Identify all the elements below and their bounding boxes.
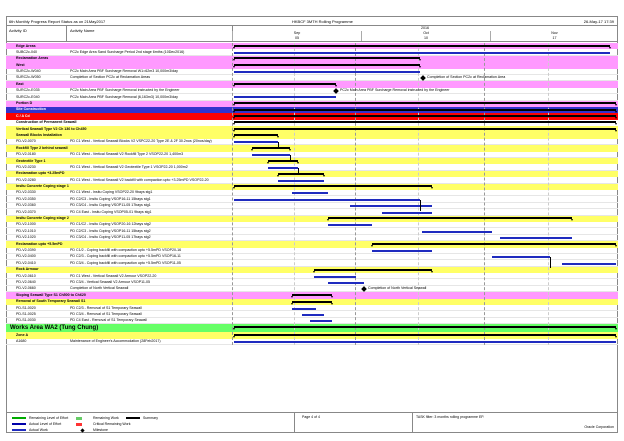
- legend-label: Actual Level of Effort: [29, 422, 62, 426]
- activity-bar[interactable]: [310, 320, 332, 322]
- summary-bar[interactable]: [372, 243, 616, 245]
- wbs-band-label: Site Construction: [16, 107, 46, 112]
- wbs-band-label: Sloping Seawall Type S1 Ch500 to Ch620: [16, 292, 86, 297]
- wbs-band-label: C / A Cd: [16, 113, 30, 118]
- gantt-chart: [232, 43, 618, 345]
- report-title: 6th Monthly Progress Report Status as on 21May2017: [9, 18, 106, 24]
- dependency-link: [298, 168, 299, 174]
- activity-id: PD-V2-0610: [16, 273, 36, 278]
- activity-id: PD-V2-0070: [16, 139, 36, 144]
- wbs-band-label: Seawall Blocks Installation: [16, 132, 62, 137]
- activity-id: PD-S1-0020: [16, 305, 36, 310]
- wbs-band-label: West: [16, 62, 25, 67]
- activity-name: PD C1/2 - Coping backfill with compaction upto +5.5mPD VSOP20-16: [70, 248, 182, 252]
- activity-bar[interactable]: [328, 224, 372, 226]
- month-header-nov: Nov: [490, 31, 618, 36]
- wbs-band-label: Edge Areas: [16, 43, 36, 48]
- wbs-band-label: Construction of Permanent Seawall: [16, 120, 77, 125]
- summary-bar[interactable]: [234, 128, 616, 130]
- activity-bar[interactable]: [328, 282, 364, 284]
- loe-line-icon: [12, 417, 26, 419]
- summary-bar[interactable]: [292, 294, 332, 296]
- actual-bar-icon: [12, 429, 26, 431]
- legend-label: Actual Work: [29, 428, 48, 432]
- activity-name: PD C2/3 - Removal of S1 Temporary Seawall: [70, 305, 142, 310]
- summary-bar[interactable]: [234, 121, 616, 123]
- activity-id: PD-V2-0360: [16, 203, 36, 208]
- activity-id: PD-V2-0330: [16, 190, 36, 195]
- wbs-band-label: Geotextile Type 1: [16, 158, 46, 163]
- summary-bar[interactable]: [234, 57, 420, 59]
- activity-name: PD C3/4 - Coping backfill with compaction upto +5.5mPD VSOP11-05: [70, 260, 181, 265]
- activity-id: PD-V2-0280: [16, 177, 36, 182]
- activity-bar[interactable]: [292, 308, 316, 310]
- legend-footer: [6, 412, 618, 433]
- activity-id: SURC2c-E040: [16, 94, 40, 99]
- activity-id: SURC2c-W040: [16, 69, 41, 74]
- activity-bar[interactable]: [562, 263, 616, 265]
- week-header: 10: [361, 36, 490, 41]
- activity-id: SURC2c-E035: [16, 88, 40, 93]
- activity-bar[interactable]: [314, 276, 356, 278]
- summary-bar[interactable]: [252, 147, 290, 149]
- summary-bar[interactable]: [234, 64, 420, 66]
- activity-name: PD C2/3 - Coping backfill with compaction upto +5.5mPD VSOP16-11: [70, 254, 181, 259]
- remaining-swatch-icon: [76, 417, 82, 420]
- legend-label: Critical Remaining Work: [93, 422, 131, 426]
- activity-id: PD-V2-1020: [16, 235, 36, 240]
- activity-name: PD C1 West - Vertical Seawall Blocks V2 VSPC22-20 Type 2E & 2F 30.2nos (20nos/day): [70, 139, 212, 144]
- wbs-band-label: Works Area WA2 (Tung Chung): [10, 324, 99, 331]
- activity-id: PD-V2-0230: [16, 164, 36, 169]
- activity-bar[interactable]: [302, 314, 324, 316]
- wbs-band-label: Insitu Concrete Coping stage 1: [16, 184, 69, 189]
- wbs-band-label: Reclamation Areas: [16, 56, 49, 61]
- dependency-link: [420, 200, 421, 211]
- milestone-diamond-icon: [80, 428, 84, 432]
- summary-bar[interactable]: [234, 185, 432, 187]
- legend-label: Summary: [143, 416, 158, 420]
- activity-name: Completion of North Vertical Seawall: [70, 286, 129, 291]
- summary-bar[interactable]: [292, 301, 332, 303]
- activity-bar[interactable]: [500, 237, 572, 239]
- legend-label: Remaining Level of Effort: [29, 416, 69, 420]
- activity-id: PD-V2-0350: [16, 196, 36, 201]
- task-filter: TASK filter: 3 months rolling programme EP.: [416, 415, 485, 419]
- month-header-oct: Oct: [361, 31, 490, 36]
- month-gridline: [484, 43, 485, 345]
- summary-bar[interactable]: [234, 115, 616, 117]
- page-number: Page 4 of 4: [302, 415, 320, 419]
- dependency-link: [550, 257, 551, 268]
- wbs-band-label: Portion D: [16, 101, 33, 106]
- activity-bar[interactable]: [252, 154, 290, 156]
- activity-name: PD C1 West - Vertical Seawall V2 Armour VSOP22-20: [70, 273, 157, 278]
- activity-id: PD-V2-0640: [16, 279, 36, 284]
- wbs-band-label: Reclamation upto +3.25mPD: [16, 171, 65, 176]
- summary-bar[interactable]: [234, 45, 610, 47]
- wbs-band-label: Vertical Seawall Type V2 Ch 136 to Ch450: [16, 126, 87, 131]
- activity-name-header[interactable]: Activity Name: [70, 28, 95, 33]
- summary-bar[interactable]: [234, 109, 616, 111]
- activity-name: PD C3/C4 - Insitu Coping VSOP11-05 17bays stg1: [70, 203, 151, 208]
- activity-bar[interactable]: [492, 256, 550, 258]
- activity-id: PD-V2-1010: [16, 228, 36, 233]
- activity-id: PD-V2-0410: [16, 260, 36, 265]
- activity-bar[interactable]: [422, 231, 492, 233]
- activity-name: PD C2/C3 - Insitu Coping VSOP16-11 15bays stg2: [70, 228, 151, 233]
- activity-id: PD-V2-0660: [16, 286, 36, 291]
- activity-id: A1680: [16, 339, 27, 344]
- wbs-band-label: Insitu Concrete Coping stage 2: [16, 216, 69, 221]
- actual-loe-line-icon: [12, 423, 26, 425]
- summary-bar[interactable]: [278, 173, 324, 175]
- wbs-band-label: Reclamation upto +5.5mPD: [16, 241, 63, 246]
- year-header: 2016: [421, 26, 429, 30]
- summary-bar[interactable]: [314, 269, 432, 271]
- summary-bar-icon: [126, 417, 140, 419]
- activity-bar[interactable]: [234, 96, 336, 98]
- summary-bar[interactable]: [234, 102, 616, 104]
- wbs-band-label: Rock Armour: [16, 267, 39, 272]
- activity-bar[interactable]: [234, 199, 420, 201]
- milestone-diamond-icon[interactable]: [361, 287, 367, 293]
- report-header: [6, 16, 618, 26]
- wbs-band-label: East: [16, 81, 24, 86]
- activity-id: PD-V2-0180: [16, 152, 36, 157]
- activity-name: PD C1 West - Vertical Seawall V2 backfill with compaction upto +3.25mPD VSOP22-20: [70, 177, 209, 182]
- activity-id: PD-V2-0370: [16, 209, 36, 214]
- programme-title: HKBCF 3MTH Rolling Programme: [292, 18, 353, 24]
- bar-label: PC2c Main Area PBF Surcharge Removal instructed by the Engineer: [340, 87, 450, 92]
- activity-name: PD C4 East - Insitu Coping VSOP05-01 9bays stg1: [70, 209, 152, 214]
- activity-name: PD C3/4 - Vertical Seawall V2 Armour VSOP11-05: [70, 279, 151, 284]
- activity-id-header[interactable]: Activity ID: [9, 28, 27, 33]
- activity-name: PD C3/4 - Removal of S1 Temporary Seawall: [70, 311, 142, 316]
- activity-bar[interactable]: [234, 52, 610, 54]
- column-header: [6, 26, 618, 42]
- dependency-link: [278, 142, 279, 148]
- week-header: 17: [490, 36, 618, 41]
- activity-id: SUBC2c-040: [16, 49, 37, 54]
- activity-bar[interactable]: [268, 167, 298, 169]
- dependency-link: [290, 155, 291, 161]
- summary-bar[interactable]: [328, 217, 572, 219]
- activity-bar[interactable]: [382, 212, 432, 214]
- activity-name: PD C1 West - Vertical Seawall V2 Rockfill Type 2 VSOP22-20 1,400m3: [70, 152, 184, 157]
- bar-label: Completion of North Vertical Seawall: [368, 286, 427, 291]
- month-header-sep: Sep: [232, 31, 361, 36]
- activity-id: SURC2c-W050: [16, 75, 41, 80]
- summary-bar[interactable]: [234, 83, 336, 85]
- activity-name: PC2c Main Area PBF Surcharge Removal instructed by the Engineer: [70, 88, 180, 93]
- activity-bar[interactable]: [278, 180, 324, 182]
- wbs-band-label: Zone A: [16, 332, 29, 337]
- company-name: Oracle Corporation: [584, 425, 614, 429]
- summary-bar[interactable]: [234, 334, 616, 336]
- report-date: 26-May-17 17:39: [583, 18, 614, 24]
- activity-bar[interactable]: [234, 141, 278, 143]
- activity-id: PD-V2-0400: [16, 254, 36, 259]
- activity-bar[interactable]: [292, 192, 328, 194]
- activity-name: PC2c Main Area PBF Surcharge Removal (6,163m3) 10,000m3/day: [70, 94, 178, 99]
- wbs-band-label: Removal of South Temporary Seawall S1: [16, 299, 86, 304]
- critical-swatch-icon: [76, 423, 82, 426]
- legend-label: Remaining Work: [93, 416, 119, 420]
- summary-bar[interactable]: [268, 160, 298, 162]
- activity-name: PC2c Main Area PBF Surcharge Removal W1=62m3 10,000m3/day: [70, 69, 178, 74]
- activity-name: Maintenance of Engineer's Accommodation (28Feb2017): [70, 339, 161, 344]
- activity-id: PD-V2-1000: [16, 222, 36, 227]
- activity-id: PD-S1-0025: [16, 311, 36, 316]
- activity-bar[interactable]: [372, 250, 432, 252]
- activity-id: PD-S1-0030: [16, 318, 36, 323]
- activity-name: PD C2/C3 - Insitu Coping VSOP16-11 15bays stg1: [70, 196, 151, 201]
- summary-bar[interactable]: [234, 134, 278, 136]
- activity-bar[interactable]: [234, 71, 420, 73]
- bar-label: Completion of Section PC2c at Reclamation Area: [427, 75, 506, 79]
- activity-bar[interactable]: [234, 341, 616, 343]
- activity-name: PD C1 West - Vertical Seawall V2 Geotextile Type 1 VSOP22-20 1,000m2: [70, 164, 188, 169]
- week-header: 05: [232, 36, 361, 41]
- summary-bar[interactable]: [234, 326, 616, 328]
- activity-name: PD C1 West - Insitu Coping VSOP22-20 9bays stg1: [70, 190, 153, 195]
- milestone-diamond-icon[interactable]: [333, 88, 339, 94]
- activity-name: PD C3/C4 - Insitu Coping VSOP11-05 17bays stg2: [70, 235, 151, 240]
- month-gridline: [232, 43, 233, 345]
- legend-label: Milestone: [93, 428, 108, 432]
- activity-name: PD C4 East - Removal of S1 Temporary Seawall: [70, 318, 148, 323]
- milestone-diamond-icon[interactable]: [420, 75, 426, 81]
- week-gridline: [548, 43, 549, 345]
- activity-name: PD C1/C2 - Insitu Coping VSOP20-16 12bays stg2: [70, 222, 151, 227]
- wbs-band-label: Rockfill Type 2 behind seawall: [16, 145, 68, 150]
- activity-name: PC2c Edge Area Sand Surcharge Period 2nd stage 6mths (10Dec2016): [70, 49, 185, 54]
- activity-id: PD-V2-0390: [16, 248, 36, 252]
- activity-name: Completion of Section PC2c at Reclamation Areas: [70, 75, 151, 80]
